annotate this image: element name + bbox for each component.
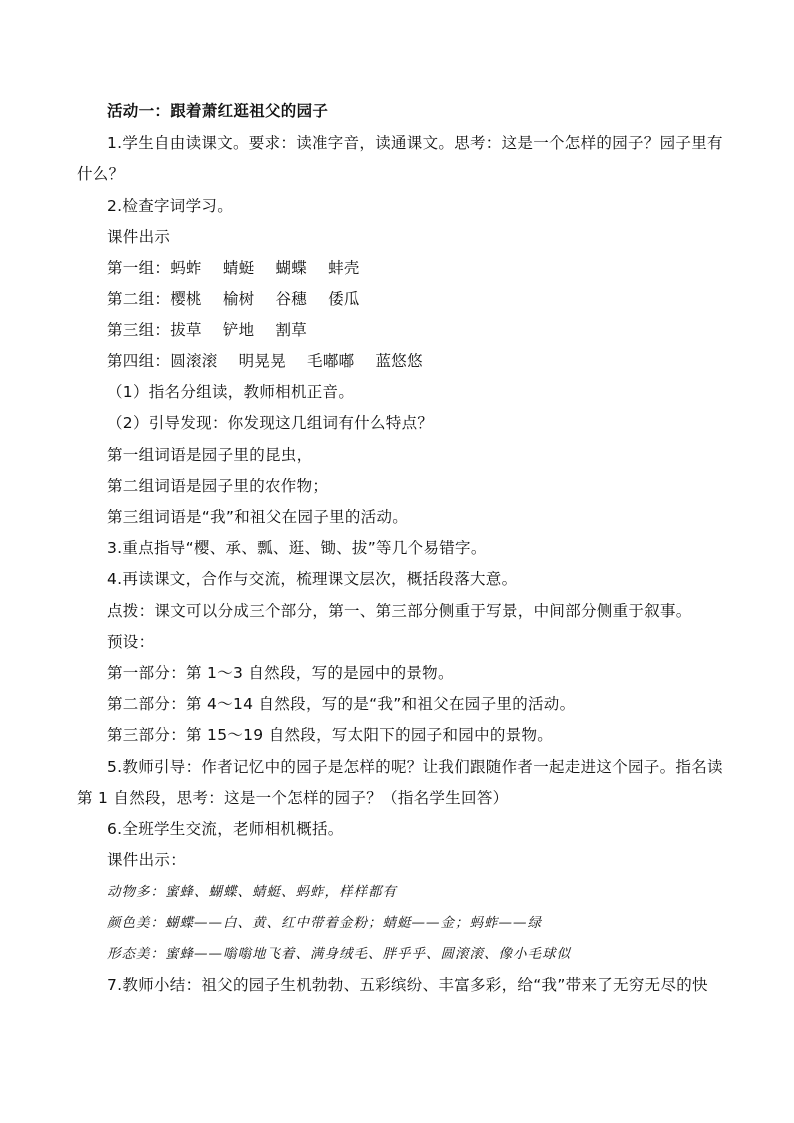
courseware-line: 形态美：蜜蜂——嗡嗡地飞着、满身绒毛、胖乎乎、圆滚滚、像小毛球似 <box>107 946 571 962</box>
word-group-line: 第四组：圆滚滚 明晃晃 毛嘟嘟 蓝悠悠 <box>107 352 423 370</box>
paragraph-line: 什么？ <box>77 165 125 183</box>
paragraph-line: 课件出示： <box>107 851 187 869</box>
paragraph-line: 1.学生自由读课文。要求：读准字音，读通课文。思考：这是一个怎样的园子？园子里有 <box>107 134 723 152</box>
paragraph-line: 7.教师小结：祖父的园子生机勃勃、五彩缤纷、丰富多彩，给“我”带来了无穷无尽的快 <box>107 976 708 994</box>
paragraph-line: 第一组词语是园子里的昆虫， <box>107 446 313 464</box>
paragraph-line: 第 1 自然段，思考：这是一个怎样的园子？（指名学生回答） <box>77 789 509 807</box>
paragraph-line: 预设： <box>107 633 155 651</box>
paragraph-line: 6.全班学生交流，老师相机概括。 <box>107 820 344 838</box>
paragraph-line: 第二组词语是园子里的农作物； <box>107 477 329 495</box>
activity-heading: 活动一：跟着萧红逛祖父的园子 <box>107 101 329 120</box>
paragraph-line: （2）引导发现：你发现这几组词有什么特点？ <box>107 414 434 432</box>
paragraph-line: 第三组词语是“我”和祖父在园子里的活动。 <box>107 508 409 526</box>
paragraph-line: 第一部分：第 1～3 自然段，写的是园中的景物。 <box>107 664 454 682</box>
paragraph-line: 5.教师引导：作者记忆中的园子是怎样的呢？让我们跟随作者一起走进这个园子。指名读 <box>107 758 723 776</box>
paragraph-line: （1）指名分组读，教师相机正音。 <box>107 383 355 401</box>
word-group-line: 第一组：蚂蚱 蜻蜓 蝴蝶 蚌壳 <box>107 259 360 277</box>
paragraph-line: 4.再读课文，合作与交流，梳理课文层次，概括段落大意。 <box>107 570 518 588</box>
word-group-line: 第二组：樱桃 榆树 谷穗 倭瓜 <box>107 290 360 308</box>
courseware-line: 颜色美：蝴蝶——白、黄、红中带着金粉；蜻蜓——金；蚂蚱——绿 <box>107 915 542 931</box>
paragraph-line: 点拨：课文可以分成三个部分，第一、第三部分侧重于写景，中间部分侧重于叙事。 <box>107 602 692 620</box>
courseware-line: 动物多：蜜蜂、蝴蝶、蜻蜓、蚂蚱，样样都有 <box>107 884 397 900</box>
paragraph-line: 课件出示 <box>107 228 171 246</box>
paragraph-line: 2.检查字词学习。 <box>107 197 233 215</box>
paragraph-line: 第二部分：第 4～14 自然段，写的是“我”和祖父在园子里的活动。 <box>107 695 576 713</box>
paragraph-line: 3.重点指导“樱、承、瓢、逛、锄、拔”等几个易错字。 <box>107 539 487 557</box>
paragraph-line: 第三部分：第 15～19 自然段，写太阳下的园子和园中的景物。 <box>107 726 554 744</box>
word-group-line: 第三组：拔草 铲地 割草 <box>107 321 308 339</box>
